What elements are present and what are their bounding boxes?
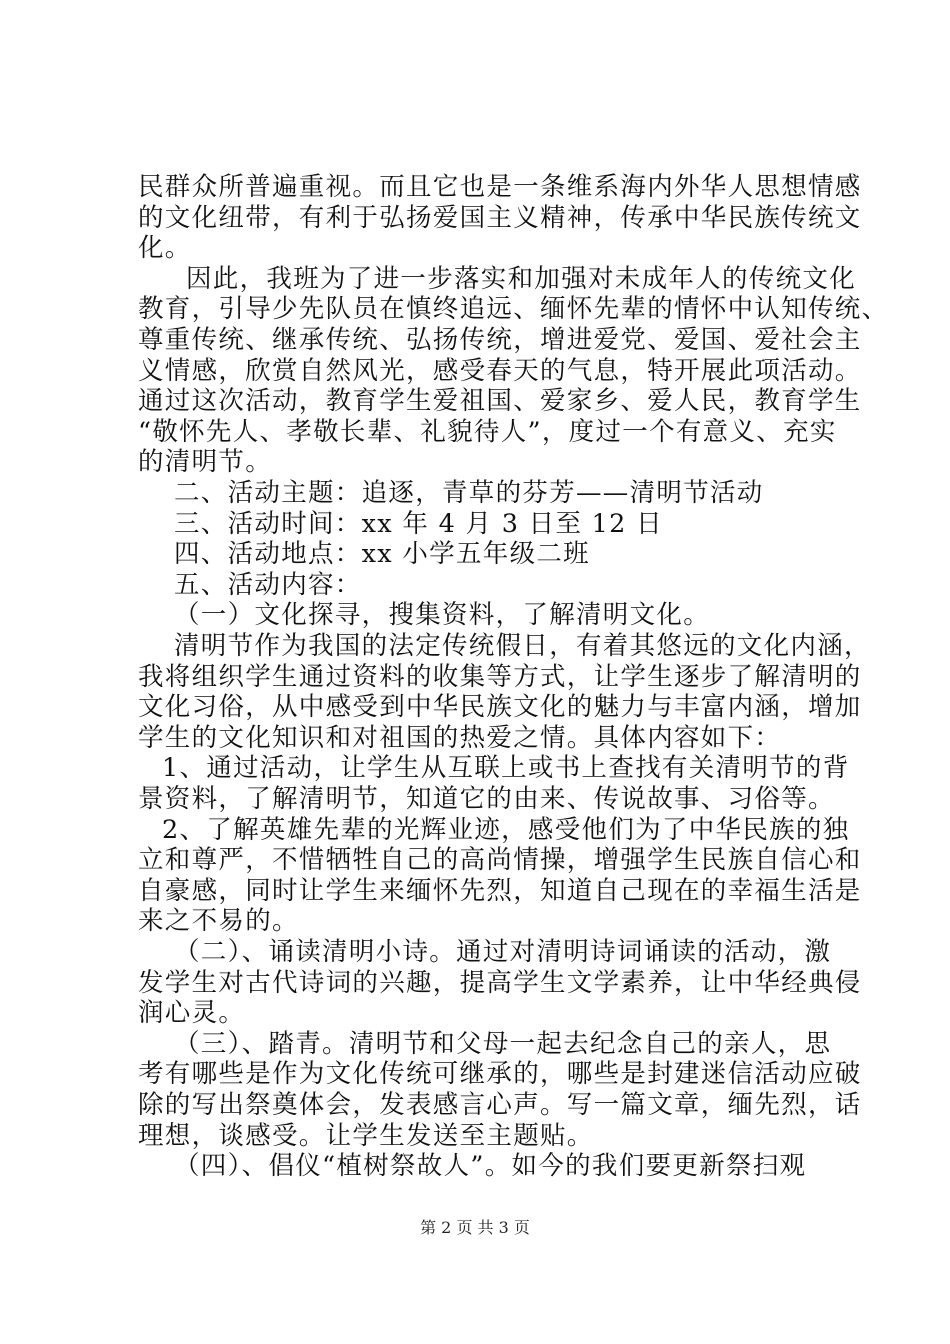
text-line: 因此，我班为了进一步落实和加强对未成年人的传统文化	[186, 263, 857, 294]
text-line: 立和尊严，不惜牺牲自己的高尚情操，增强学生民族自信心和	[138, 845, 862, 876]
text-line: 理想，谈感受。让学生发送至主题贴。	[138, 1120, 594, 1151]
subsection-heading: （一）文化探寻，搜集资料，了解清明文化。	[174, 600, 711, 631]
page-footer: 第 2 页 共 3 页	[420, 1218, 530, 1237]
text-line: “敬怀先人、孝敬长辈、礼貌待人”，度过一个有意义、充实	[138, 416, 837, 447]
subsection-heading: （三）、踏青。清明节和父母一起去纪念自己的亲人，思	[174, 1028, 832, 1059]
text-line: 自豪感，同时让学生来缅怀先烈，知道自己现在的幸福生活是	[138, 875, 862, 906]
text-line: 发学生对古代诗词的兴趣，提高学生文学素养，让中华经典侵	[138, 967, 862, 998]
text-line: 通过这次活动，教育学生爱祖国、爱家乡、爱人民，教育学生	[138, 386, 862, 417]
section-heading: 二、活动主题：追逐，青草的芬芳——清明节活动	[174, 478, 764, 508]
list-item: 2、了解英雄先辈的光辉业迹，感受他们为了中华民族的独	[162, 814, 850, 845]
text-line: 教育，引导少先队员在慎终追远、缅怀先辈的情怀中认知传统、	[138, 294, 889, 325]
text-line: 除的写出祭奠体会，发表感言心声。写一篇文章，缅先烈，话	[138, 1090, 862, 1120]
text-line: 义情感，欣赏自然风光，感受春天的气息，特开展此项活动。	[138, 355, 862, 386]
text-line: 学生的文化知识和对祖国的热爱之情。具体内容如下：	[138, 722, 782, 753]
subsection-heading: （二）、诵读清明小诗。通过对清明诗词诵读的活动，激	[174, 937, 832, 967]
list-item: 1、通过活动，让学生从互联上或书上查找有关清明节的背	[162, 753, 850, 784]
text-line: 我将组织学生通过资料的收集等方式，让学生逐步了解清明的	[138, 661, 862, 692]
section-heading: 四、活动地点：xx 小学五年级二班	[174, 539, 590, 570]
text-line: 化。	[138, 233, 192, 264]
text-line: 的文化纽带，有利于弘扬爱国主义精神，传承中华民族传统文	[138, 202, 862, 233]
text-line: 景资料，了解清明节，知道它的由来、传说故事、习俗等。	[138, 784, 835, 814]
subsection-heading: （四）、倡仪“植树祭故人”。如今的我们要更新祭扫观	[174, 1151, 807, 1182]
section-heading: 三、活动时间：xx 年 4 月 3 日至 12 日	[174, 508, 663, 539]
text-line: 民群众所普遍重视。而且它也是一条维系海内外华人思想情感	[138, 172, 862, 202]
section-heading: 五、活动内容：	[174, 569, 362, 600]
text-line: 尊重传统、继承传统、弘扬传统，增进爱党、爱国、爱社会主	[138, 325, 862, 355]
text-line: 润心灵。	[138, 998, 246, 1029]
text-line: 来之不易的。	[138, 906, 299, 937]
text-line: 考有哪些是作为文化传统可继承的，哪些是封建迷信活动应破	[138, 1059, 862, 1090]
text-line: 清明节作为我国的法定传统假日，有着其悠远的文化内涵，	[174, 631, 871, 661]
text-line: 的清明节。	[138, 447, 273, 478]
text-line: 文化习俗，从中感受到中华民族文化的魅力与丰富内涵，增加	[138, 692, 862, 723]
